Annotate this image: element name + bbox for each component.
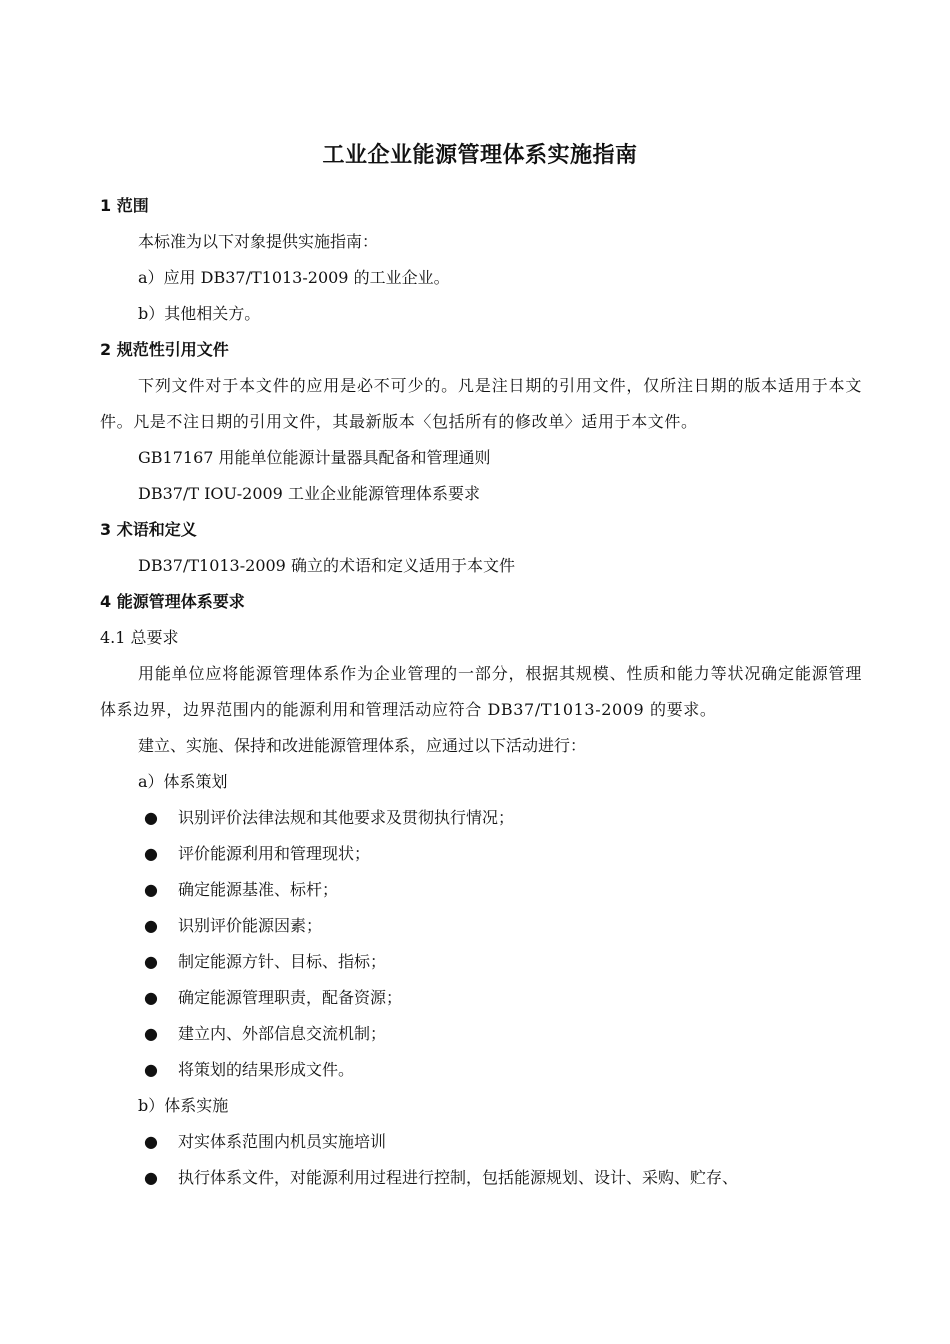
list-item-text: 对实体系范围内机员实施培训 xyxy=(178,1132,387,1151)
list-item-text: 识别评价法律法规和其他要求及贯彻执行情况； xyxy=(178,808,515,827)
list-item xyxy=(100,944,862,980)
list-item xyxy=(100,908,862,944)
list-b-label: b）体系实施 xyxy=(138,1096,229,1115)
list-item xyxy=(100,800,862,836)
bullet-icon: ● xyxy=(144,1060,158,1079)
list-item xyxy=(100,1016,862,1052)
bullet-icon: ● xyxy=(144,808,158,827)
reference-gb17167: GB17167 用能单位能源计量器具配备和管理通则 xyxy=(138,448,491,467)
section-1-item-a: a）应用 DB37/T1013-2009 的工业企业。 xyxy=(138,268,450,287)
section-2-heading: 2 规范性引用文件 xyxy=(100,340,229,359)
document-title: 工业企业能源管理体系实施指南 xyxy=(322,143,638,168)
list-item-text: 制定能源方针、目标、指标； xyxy=(178,952,387,971)
section-4-1-paragraph: 用能单位应将能源管理体系作为企业管理的一部分，根据其规模、性质和能力等状况确定能源管理体系边界，边界范围内的能源利用和管理活动应符合 DB37/T1013-2009 的要求。 xyxy=(100,664,862,719)
bullet-icon: ● xyxy=(144,844,158,863)
bullet-icon: ● xyxy=(144,880,158,899)
bullet-icon: ● xyxy=(144,952,158,971)
list-item-text: 识别评价能源因素； xyxy=(178,916,323,935)
list-item-text: 将策划的结果形成文件。 xyxy=(178,1060,355,1079)
section-1-intro: 本标准为以下对象提供实施指南： xyxy=(138,232,379,251)
section-3-heading: 3 术语和定义 xyxy=(100,520,197,539)
list-item-text: 建立内、外部信息交流机制； xyxy=(178,1024,387,1043)
bullet-icon: ● xyxy=(144,1168,158,1187)
document-body xyxy=(100,188,862,1196)
section-1-item-b: b）其他相关方。 xyxy=(138,304,261,323)
list-item xyxy=(100,1052,862,1088)
list-item-text: 确定能源管理职责，配备资源； xyxy=(178,988,403,1007)
list-a-label: a）体系策划 xyxy=(138,772,228,791)
activities-intro: 建立、实施、保持和改进能源管理体系，应通过以下活动进行： xyxy=(138,736,587,755)
reference-db37: DB37/T IOU-2009 工业企业能源管理体系要求 xyxy=(138,484,480,503)
list-item-text: 执行体系文件，对能源利用过程进行控制，包括能源规划、设计、采购、贮存、 xyxy=(178,1168,739,1187)
section-1-heading: 1 范围 xyxy=(100,196,149,215)
bullet-icon: ● xyxy=(144,988,158,1007)
list-item-text: 确定能源基准、标杆； xyxy=(178,880,339,899)
section-4-heading: 4 能源管理体系要求 xyxy=(100,592,245,611)
list-item xyxy=(100,1160,862,1196)
list-item-text: 评价能源利用和管理现状； xyxy=(178,844,371,863)
section-3-text: DB37/T1013-2009 确立的术语和定义适用于本文件 xyxy=(138,556,515,575)
section-4-1-subheading: 4.1 总要求 xyxy=(100,628,179,647)
list-item xyxy=(100,980,862,1016)
list-item xyxy=(100,836,862,872)
bullet-icon: ● xyxy=(144,916,158,935)
list-item xyxy=(100,1124,862,1160)
bullet-icon: ● xyxy=(144,1024,158,1043)
bullet-icon: ● xyxy=(144,1132,158,1151)
section-2-paragraph: 下列文件对于本文件的应用是必不可少的。凡是注日期的引用文件，仅所注日期的版本适用于本文件。凡是不注日期的引用文件，其最新版本〈包括所有的修改单〉适用于本文件。 xyxy=(100,376,862,431)
list-item xyxy=(100,872,862,908)
